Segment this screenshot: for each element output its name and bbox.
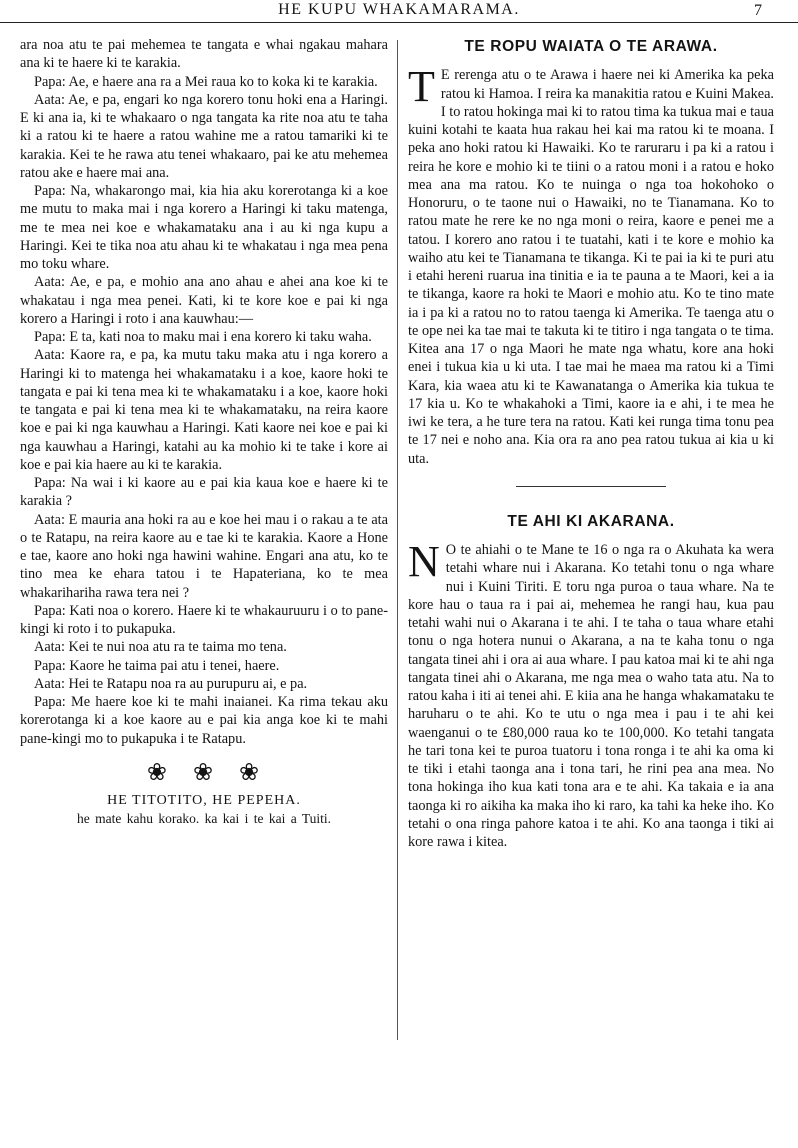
column-divider [397, 40, 398, 1040]
dialogue-paragraph: Aata: Kei te nui noa atu ra te taima mo tena. [34, 639, 287, 656]
article-body-arawa [408, 62, 774, 468]
drop-cap: T [408, 62, 435, 112]
dialogue-paragraph: Papa: E ta, kati noa to maku mai i ena korero ki taku waha. [34, 329, 372, 345]
dialogue-paragraph: Aata: E mauria ana hoki ra au e koe hei mau i o rakau a te ata o te Ratapu, na reira kaore au e tae ki te karakia. Kaore a Hone e tae, kaore ano hoki nga hawini wahine. Engari ana atu, ko te tino mea ke ehara tatou i te Hapateriana, ko te mea whakarihariha rawa tera nei ? [20, 511, 388, 601]
dialogue-paragraph: Papa: Na, whakarongo mai, kia hia aku korerotanga ki a koe me mutu to maka mai i nga korero a Haringi ki taku matenga, me te mea nei koe e whakamataku ana i au ki nga kupu a Haringi. Kei te tika noa atu ahau ki te whakatau i nga mea pena mo toku whare. [20, 183, 388, 272]
dialogue-paragraph: Papa: Kati noa o korero. Haere ki te whakauruuru i o to pane-kingi ki roto i to pukapuka. [20, 602, 388, 637]
page-number: 7 [754, 2, 762, 19]
article-title-akarana: TE AHI KI AKARANA. [507, 512, 675, 530]
page-header [0, 0, 798, 23]
flower-ornament-icon: ❀ [239, 759, 286, 786]
section-separator [516, 486, 666, 487]
proverbs-line: he mate kahu korako. ka kai i te kai a Tuiti. [77, 811, 331, 827]
flower-ornament-icon: ❀ [192, 759, 240, 786]
drop-cap: N [408, 537, 440, 586]
dialogue-paragraph: Aata: Ae, e pa, engari ko nga korero tonu hoki ena a Haringi. E ki ana ia, ki te whakaaro o nga tangata ka rite noa atu te taha ki a ratou ki te haere a ratou wahine me a ratou tamariki ki te karakia. Kei te he rawa atu tenei whakaaro, pai ke atu mehemea ratou ake e haere mai ana. [20, 91, 388, 181]
dialogue-paragraph: Aata: Kaore ra, e pa, ka mutu taku maka atu i nga korero a Haringi ki to matenga hei whakamataku i a koe, kaore hoki te tangata e pai ki tena mea ki te whakamataku i a koe, kaore hoki te tangata e pai ki tena mea ki te whakamataku, na reira kaore koe e pai ki nga kauwhau a Haringi. Kati kaore nei koe e pai ki nga kauwhau a Haringi, katahi au ka mohio ki te take i kore ai koe e pai kia haere au ki te karakia. [20, 347, 388, 473]
dialogue-paragraph: Papa: Me haere koe ki te mahi inaianei. Ka rima tekau aku korerotanga ki a koe kaore au e pai kia anga koe ki te mahi pane-kingi mo to pukapuka i te Ratapu. [20, 694, 388, 747]
flower-ornament-icon: ❀ [146, 759, 193, 786]
dialogue-paragraph: Aata: Hei te Ratapu noa ra au purupuru ai, e pa. [34, 675, 308, 692]
article-body-akarana [408, 537, 775, 851]
dialogue-paragraph: Aata: Ae, e pa, e mohio ana ano ahau e ahei ana koe ki te whakatau i nga mea penei. Kati, ki te kore koe e pai ki nga korero a Haringi i roto i ana kauwhau:— [20, 274, 388, 327]
running-title: HE KUPU WHAKAMARAMA. [278, 1, 520, 18]
article-title-arawa: TE ROPU WAIATA O TE ARAWA. [464, 38, 718, 55]
ornament-row [44, 759, 388, 786]
left-column [20, 36, 388, 829]
proverbs-heading: HE TITOTITO, HE PEPEHA. [107, 793, 301, 808]
dialogue-paragraph: Papa: Kaore he taima pai atu i tenei, haere. [34, 657, 280, 674]
dialogue-paragraph: Papa: Ae, e haere ana ra a Mei raua ko to koka ki te karakia. [34, 73, 378, 90]
right-column [408, 38, 774, 851]
article-text: E rerenga atu o te Arawa i haere nei ki Amerika ka peka ratou ki Hamoa. I reira ka manakitia ratou e Kuini Makea. I to ratou hokinga mai ki to ratou tima ka tukua mai e taua kuini kotahi te kaata hua rakau hei kai ma ratou ki te moana. I peka ano hoki ratou ki Hawaiki. Ko te raruraru i pa ki a ratou i reira he kore e mohio ki te tiini o a ratou moni i a ratou e hoko mea ana ma ratou. Ko te nuinga o nga toa hokohoko o Honoruru, o te taone nui o Hawaiki, no te Tianamana. Ko to ratou mate he rere ke no nga moni o reira, kaore e penei me a tatou. I korero ano ratou i te tuatahi, kati i te kore e mohio ka waiho atu kei te Tianamana te tikanga. Ki te pai ia ki te puri atu i etahi hereni ruarua ina tinitia e ia te pauna a te Maori, kei a ia te tikanga, kaore ra hoki te Maori e mohio atu. Ko te tino mate ia i pa ki a ratou no to ratou taenga ki Amerika. Te taenga atu o te ope nei ka tae mai te takuta ki te titiro i nga tangata o te tima. Kitea ana 17 o nga Maori he mate nga whatu, kore ana hoki enei i tukua kia u ki uta. I tae mai he maea ma ratou ki a Timi Kara, kia waea atu ki te Kawanatanga o Amerika kia tukua te 17 kia u. Ko te whakahoki a Timi, kaore ia e ahi, i te mea he iwi ke tera, a he ture tera na ratou. Kati kei runga tima tonu pea te 17 nei e noho ana. Kia ora ra ano pea ratou tukua ai kia u ki uta. [408, 67, 774, 467]
article-text: O te ahiahi o te Mane te 16 o nga ra o Akuhata ka wera tetahi whare nui i Akarana. Ko tetahi tonu o nga whare nui i Kuini Tiriti. E toru nga puroa o taua whare. Na te kore hau o taua ra i pai ai, mehemea he rangi hau, kua pau tetahi wahi nui o Akarana i te ahi. I te taha o taua whare etahi tonu o nga hotera nunui o Akarana, a na te kaha tonu o nga tangata tinei ahi i ora ai aua whare. I pau katoa mai ki te ahi nga tangata tinei ahi o Akarana, me nga mea o waho tata atu. Na to ratou kaha i iti ai tenei ahi. E kiia ana he hanga whakamataku te haruharu o te ahi. Ko te utu o nga mea i pau i te ahi kei waenganui o te £80,000 raua ko te 100,000. Ko tetahi tangata he tari tona kei te puroa tuatoru i tona ronga i te ahi ka oma ki te tiki i etahi taonga ana i tona tari, he rini pea ana mea. No tona hokinga iho kua kati tona ara e te ahi. Ka takaia e ia ana taonga ki ro aikiha ka maka iho ki raro, ka tahi ka heke iho. Ko tetahi o ona ringa pahore katoa i te ahi. Ko ana taonga i tiki ai kore rawa i kitea. [408, 542, 775, 850]
paragraph: ara noa atu te pai mehemea te tangata e whai ngakau mahara ana ki te haere ki te karakia. [20, 37, 388, 72]
dialogue-paragraph: Papa: Na wai i ki kaore au e pai kia kaua koe e haere ki te karakia ? [20, 475, 388, 510]
